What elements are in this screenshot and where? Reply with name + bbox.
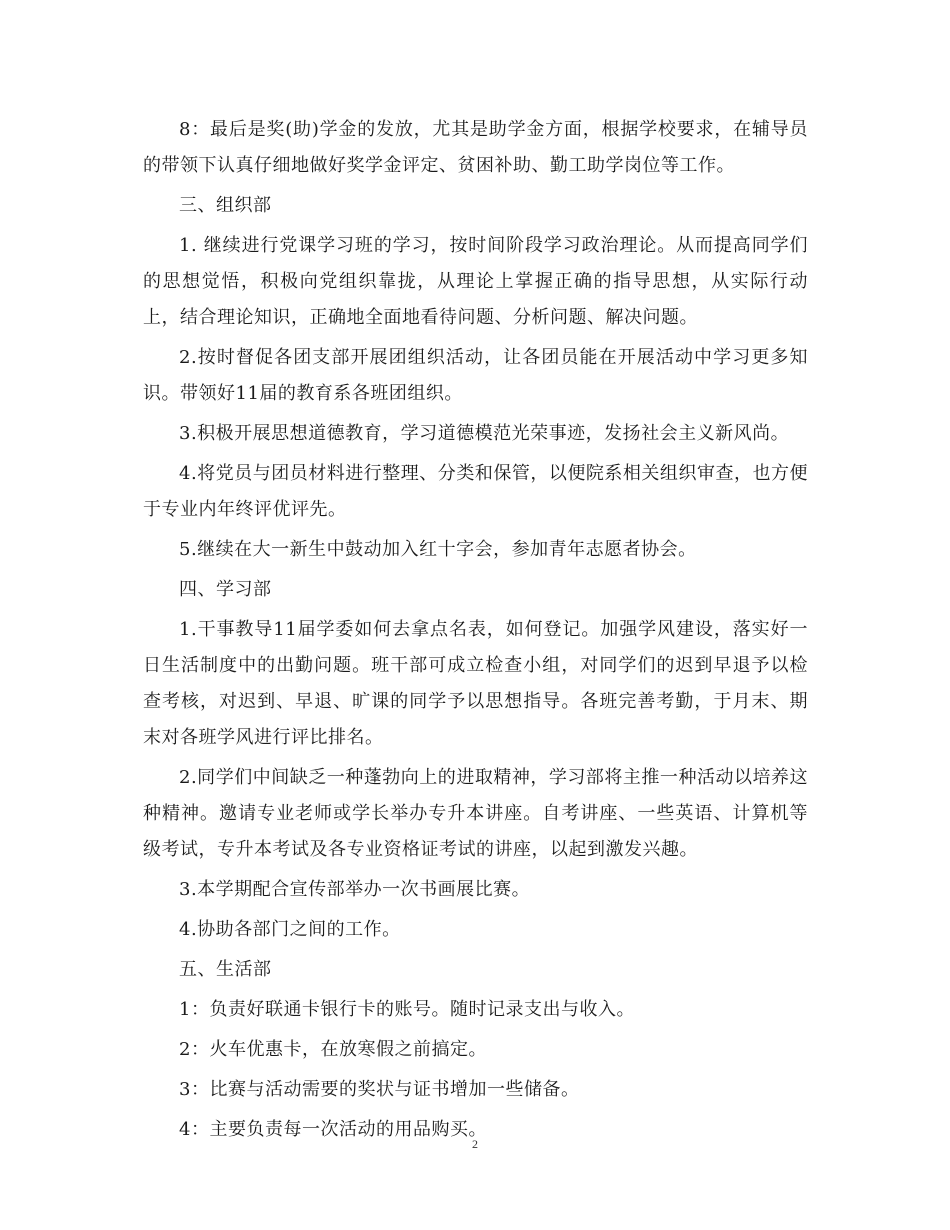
paragraph-org-5: 5.继续在大一新生中鼓动加入红十字会，参加青年志愿者协会。 [179, 539, 697, 560]
paragraph-scholarship: 8：最后是奖(助)学金的发放，尤其是助学金方面，根据学校要求，在辅导员的带领下认真仔细地做好奖学金评定、贫困补助、勤工助学岗位等工作。 [143, 119, 808, 176]
page-number: 2 [472, 1137, 478, 1151]
section-heading-life: 五、生活部 [179, 959, 272, 980]
paragraph-org-3: 3.积极开展思想道德教育，学习道德模范光荣事迹，发扬社会主义新风尚。 [179, 423, 790, 444]
paragraph-study-3: 3.本学期配合宣传部举办一次书画展比赛。 [179, 879, 531, 900]
paragraph-study-4: 4.协助各部门之间的工作。 [179, 919, 401, 940]
paragraph-org-2: 2.按时督促各团支部开展团组织活动，让各团员能在开展活动中学习更多知识。带领好11届的教育系各班团组织。 [143, 347, 808, 404]
section-heading-organization: 三、组织部 [179, 195, 272, 216]
document-body [143, 112, 808, 1152]
paragraph-life-1: 1：负责好联通卡银行卡的账号。随时记录支出与收入。 [179, 999, 635, 1020]
paragraph-org-1: 1. 继续进行党课学习班的学习，按时间阶段学习政治理论。从而提高同学们的思想觉悟，积极向党组织靠拢，从理论上掌握正确的指导思想，从实际行动上，结合理论知识，正确地全面地看待问题、分析问题、解决问题。 [143, 235, 808, 328]
paragraph-study-1: 1.干事教导11届学委如何去拿点名表，如何登记。加强学风建设，落实好一日生活制度中的出勤问题。班干部可成立检查小组，对同学们的迟到早退予以检查考核，对迟到、早退、旷课的同学予以思想指导。各班完善考勤，于月末、期末对各班学风进行评比排名。 [143, 619, 808, 748]
paragraph-study-2: 2.同学们中间缺乏一种蓬勃向上的进取精神，学习部将主推一种活动以培养这种精神。邀请专业老师或学长举办专升本讲座。自考讲座、一些英语、计算机等级考试，专升本考试及各专业资格证考试的讲座，以起到激发兴趣。 [143, 767, 808, 860]
paragraph-org-4: 4.将党员与团员材料进行整理、分类和保管，以便院系相关组织审查，也方便于专业内年终评优评先。 [143, 463, 808, 520]
paragraph-life-3: 3：比赛与活动需要的奖状与证书增加一些储备。 [179, 1079, 580, 1100]
section-heading-study: 四、学习部 [179, 579, 272, 600]
paragraph-life-2: 2：火车优惠卡，在放寒假之前搞定。 [179, 1039, 487, 1060]
paragraph-life-4: 4：主要负责每一次活动的用品购买。 [179, 1119, 487, 1140]
